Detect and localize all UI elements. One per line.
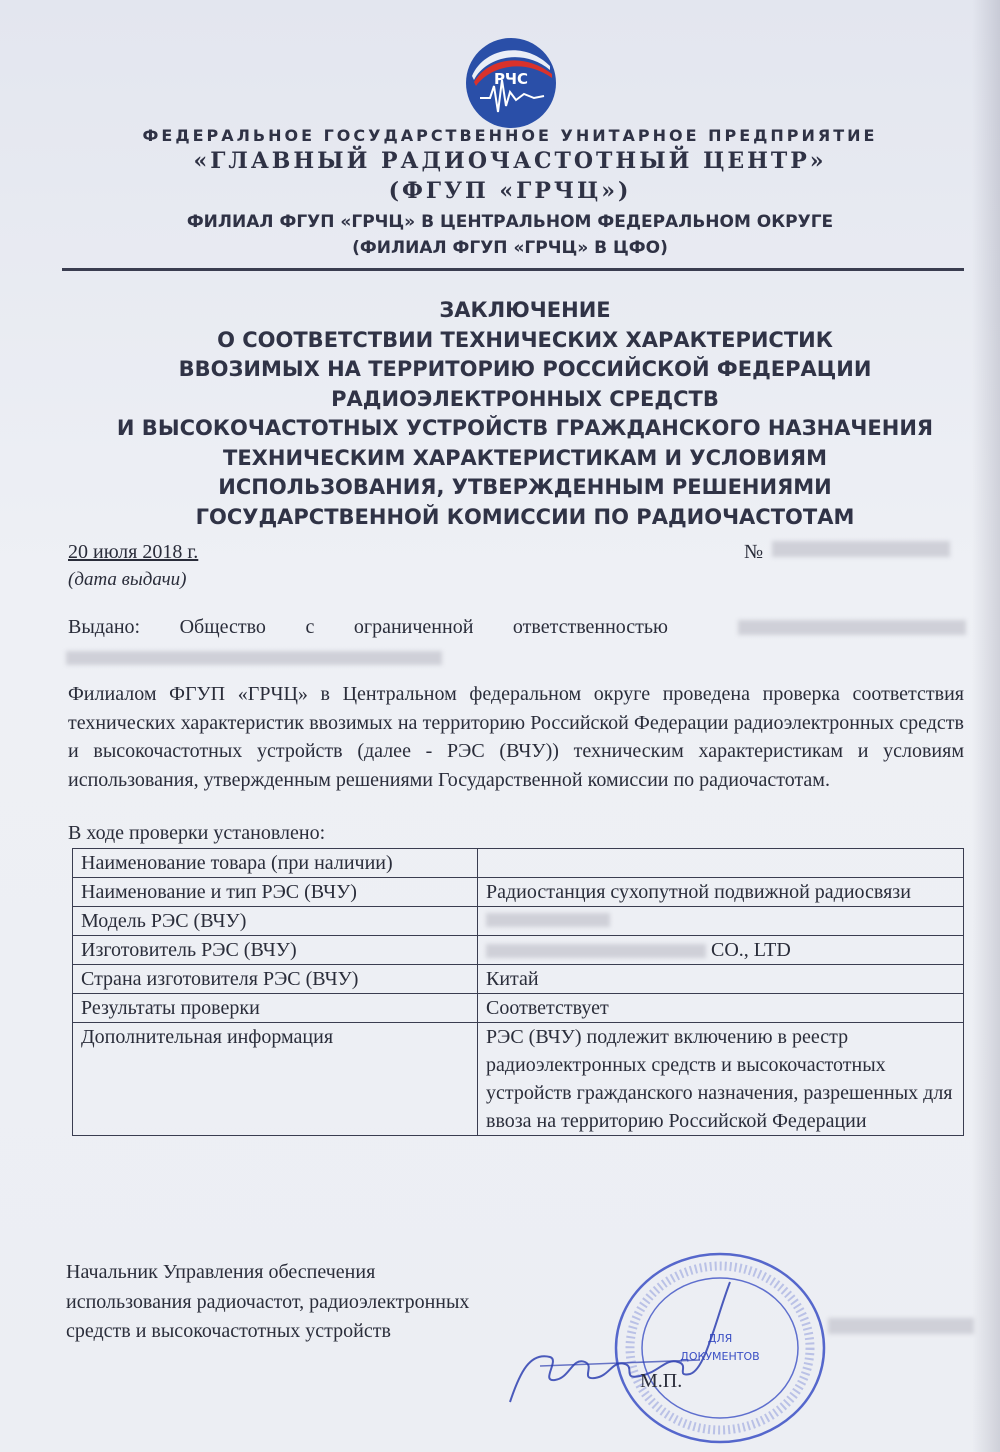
row-label: Изготовитель РЭС (ВЧУ): [73, 936, 478, 965]
seal-place-label: М.П.: [640, 1370, 683, 1392]
issued-word: Выдано:: [68, 616, 141, 638]
results-table: [72, 848, 964, 1136]
found-label: В ходе проверки установлено:: [68, 822, 326, 844]
row-label: Наименование товара (при наличии): [73, 849, 478, 878]
table-row: [73, 965, 964, 994]
issued-word: Общество: [179, 616, 266, 638]
redacted-signatory-name: [828, 1318, 974, 1334]
title-line: ЗАКЛЮЧЕНИЕ: [439, 298, 611, 322]
document-title: [60, 296, 990, 532]
org-line-2: «ГЛАВНЫЙ РАДИОЧАСТОТНЫЙ ЦЕНТР»: [193, 148, 827, 174]
title-line: ГОСУДАРСТВЕННОЙ КОМИССИИ ПО РАДИОЧАСТОТАМ: [195, 504, 855, 529]
issued-word: ограниченной: [353, 616, 474, 638]
signatory-line: средств и высокочастотных устройств: [66, 1320, 391, 1342]
row-value: Китай: [478, 965, 964, 994]
row-value-redacted: [478, 907, 964, 936]
redacted-company-name: [738, 620, 966, 635]
title-line: И ВЫСОКОЧАСТОТНЫХ УСТРОЙСТВ ГРАЖДАНСКОГО НАЗНАЧЕНИЯ: [116, 416, 934, 440]
header-divider: [62, 268, 964, 271]
issued-word: с: [305, 616, 315, 638]
row-value: Радиостанция сухопутной подвижной радиосвязи: [478, 878, 964, 907]
row-label: Модель РЭС (ВЧУ): [73, 907, 478, 936]
table-row: [73, 994, 964, 1023]
issued-word: ответственностью: [512, 616, 668, 638]
branch-line-1: ФИЛИАЛ ФГУП «ГРЧЦ» В ЦЕНТРАЛЬНОМ ФЕДЕРАЛЬНОМ ОКРУГЕ: [186, 212, 834, 232]
redacted-manufacturer: [486, 944, 706, 958]
issue-date: 20 июля 2018 г.: [68, 541, 199, 563]
signatory-title: [66, 1258, 469, 1347]
signatory-line: использования радиочастот, радиоэлектронных: [66, 1290, 470, 1313]
table-row: [73, 1023, 964, 1136]
table-row: [73, 907, 964, 936]
handwritten-signature: [500, 1262, 740, 1412]
table-row: [73, 849, 964, 878]
row-label: Наименование и тип РЭС (ВЧУ): [73, 878, 478, 907]
document-number-label: №: [744, 541, 764, 563]
signatory-line: Начальник Управления обеспечения: [66, 1261, 376, 1283]
title-line: О СООТВЕТСТВИИ ТЕХНИЧЕСКИХ ХАРАКТЕРИСТИК: [217, 327, 833, 352]
row-label: Результаты проверки: [73, 994, 478, 1023]
row-value: РЭС (ВЧУ) подлежит включению в реестр радиоэлектронных средств и высокочастотных устройств гражданского назначения, разрешенных для ввоза на территорию Российской Федерации: [478, 1023, 964, 1136]
issue-date-caption: (дата выдачи): [68, 569, 187, 590]
manufacturer-suffix: CO., LTD: [711, 939, 791, 961]
stamp-text-1: ДЛЯ: [707, 1332, 733, 1345]
row-label: Страна изготовителя РЭС (ВЧУ): [73, 965, 478, 994]
title-line: ИСПОЛЬЗОВАНИЯ, УТВЕРЖДЕННЫМ РЕШЕНИЯМИ: [218, 475, 832, 499]
redacted-model: [486, 913, 610, 927]
table-row: [73, 878, 964, 907]
logo-text: РЧС: [493, 70, 529, 88]
title-line: ТЕХНИЧЕСКИМ ХАРАКТЕРИСТИКАМ И УСЛОВИЯМ: [223, 445, 827, 470]
title-line: РАДИОЭЛЕКТРОННЫХ СРЕДСТВ: [331, 386, 719, 411]
redacted-number: [772, 541, 950, 557]
row-value-manufacturer: [478, 936, 964, 965]
row-label: Дополнительная информация: [73, 1023, 478, 1136]
stamp-text-2: ДОКУМЕНТОВ: [680, 1350, 760, 1363]
org-line-3: (ФГУП «ГРЧЦ»): [388, 178, 632, 204]
redacted-company-name-cont: [66, 651, 442, 665]
rchs-logo: [464, 36, 558, 130]
row-value: Соответствует: [478, 994, 964, 1023]
row-value: [478, 849, 964, 878]
verification-paragraph: Филиалом ФГУП «ГРЧЦ» в Центральном федеральном округе проведена проверка соответствия технических характеристик ввозимых на территорию Российской Федерации радиоэлектронных средств и высокочастотных устройств (далее - РЭС (ВЧУ)) техническим характеристикам и условиям использования, утвержденным решениями Государственной комиссии по радиочастотам.: [68, 683, 964, 791]
title-line: ВВОЗИМЫХ НА ТЕРРИТОРИЮ РОССИЙСКОЙ ФЕДЕРАЦИИ: [178, 357, 872, 381]
branch-line-2: (ФИЛИАЛ ФГУП «ГРЧЦ» В ЦФО): [352, 238, 668, 258]
org-line-1: ФЕДЕРАЛЬНОЕ ГОСУДАРСТВЕННОЕ УНИТАРНОЕ ПРЕДПРИЯТИЕ: [142, 126, 878, 145]
issued-to-line: [68, 616, 668, 639]
table-row: [73, 936, 964, 965]
